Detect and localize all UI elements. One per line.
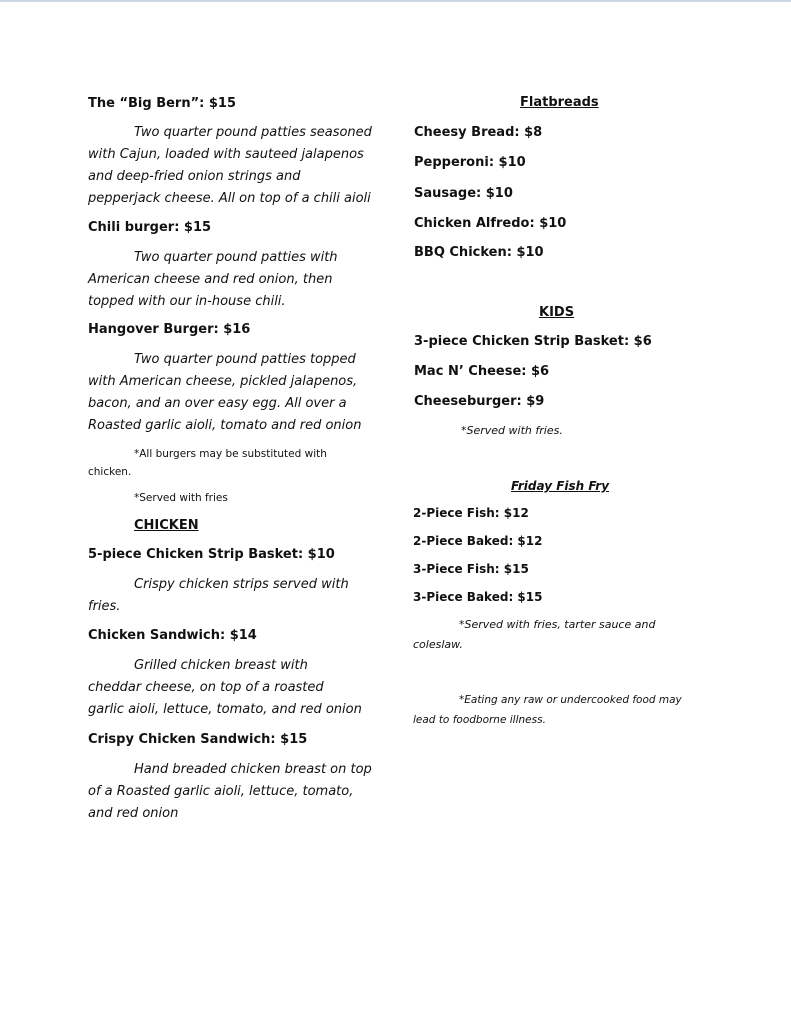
kids-item: Mac N’ Cheese: $6 [414, 364, 550, 379]
item-desc-strip-basket: Crispy chicken strips served with fries. [88, 577, 349, 614]
item-desc-crispy-sandwich: Hand breaded chicken breast on top of a Roasted garlic aioli, lettuce, tomato, and red onion [88, 762, 372, 821]
kids-note: *Served with fries. [461, 424, 563, 437]
flatbread-item: Chicken Alfredo: $10 [414, 216, 567, 231]
item-title-chicken-sandwich: Chicken Sandwich: $14 [88, 628, 257, 643]
flatbread-item: Cheesy Bread: $8 [414, 125, 543, 140]
flatbread-item: BBQ Chicken: $10 [414, 245, 544, 260]
fish-item: 3-Piece Baked: $15 [413, 590, 543, 604]
flatbread-item: Sausage: $10 [414, 186, 513, 201]
flatbread-item: Pepperoni: $10 [414, 155, 526, 170]
note-served-fries: *Served with fries [134, 492, 228, 504]
note-burger-substitute: *All burgers may be substituted with chicken. [88, 448, 327, 478]
fish-item: 2-Piece Baked: $12 [413, 534, 543, 548]
kids-item: 3-piece Chicken Strip Basket: $6 [414, 334, 652, 349]
section-heading-chicken: CHICKEN [134, 518, 199, 533]
item-title-hangover-burger: Hangover Burger: $16 [88, 322, 251, 337]
food-safety-warning: *Eating any raw or undercooked food may lead to foodborne illness. [413, 694, 682, 726]
item-desc-chili-burger: Two quarter pound patties with American cheese and red onion, then topped with our in-house chili. [88, 250, 338, 309]
item-desc-big-bern: Two quarter pound patties seasoned with Cajun, loaded with sauteed jalapenos and deep-fried onion strings and pepperjack cheese. All on top of a chili aioli [88, 125, 372, 206]
section-heading-kids: KIDS [539, 305, 575, 320]
page-top-border [0, 0, 791, 2]
kids-item: Cheeseburger: $9 [414, 394, 545, 409]
item-title-strip-basket: 5-piece Chicken Strip Basket: $10 [88, 547, 335, 562]
fish-note: *Served with fries, tarter sauce and coleslaw. [413, 618, 656, 651]
fish-item: 3-Piece Fish: $15 [413, 562, 529, 576]
item-title-crispy-sandwich: Crispy Chicken Sandwich: $15 [88, 732, 308, 747]
fish-item: 2-Piece Fish: $12 [413, 506, 529, 520]
item-title-chili-burger: Chili burger: $15 [88, 220, 212, 235]
item-desc-hangover-burger: Two quarter pound patties topped with American cheese, pickled jalapenos, bacon, and an over easy egg. All over a Roasted garlic aioli, tomato and red onion [88, 352, 362, 433]
section-heading-flatbreads: Flatbreads [520, 95, 599, 110]
item-title-big-bern: The “Big Bern”: $15 [88, 96, 237, 111]
item-desc-chicken-sandwich: Grilled chicken breast with cheddar cheese, on top of a roasted garlic aioli, lettuce, tomato, and red onion [88, 658, 362, 717]
section-heading-fish-fry: Friday Fish Fry [511, 479, 610, 493]
